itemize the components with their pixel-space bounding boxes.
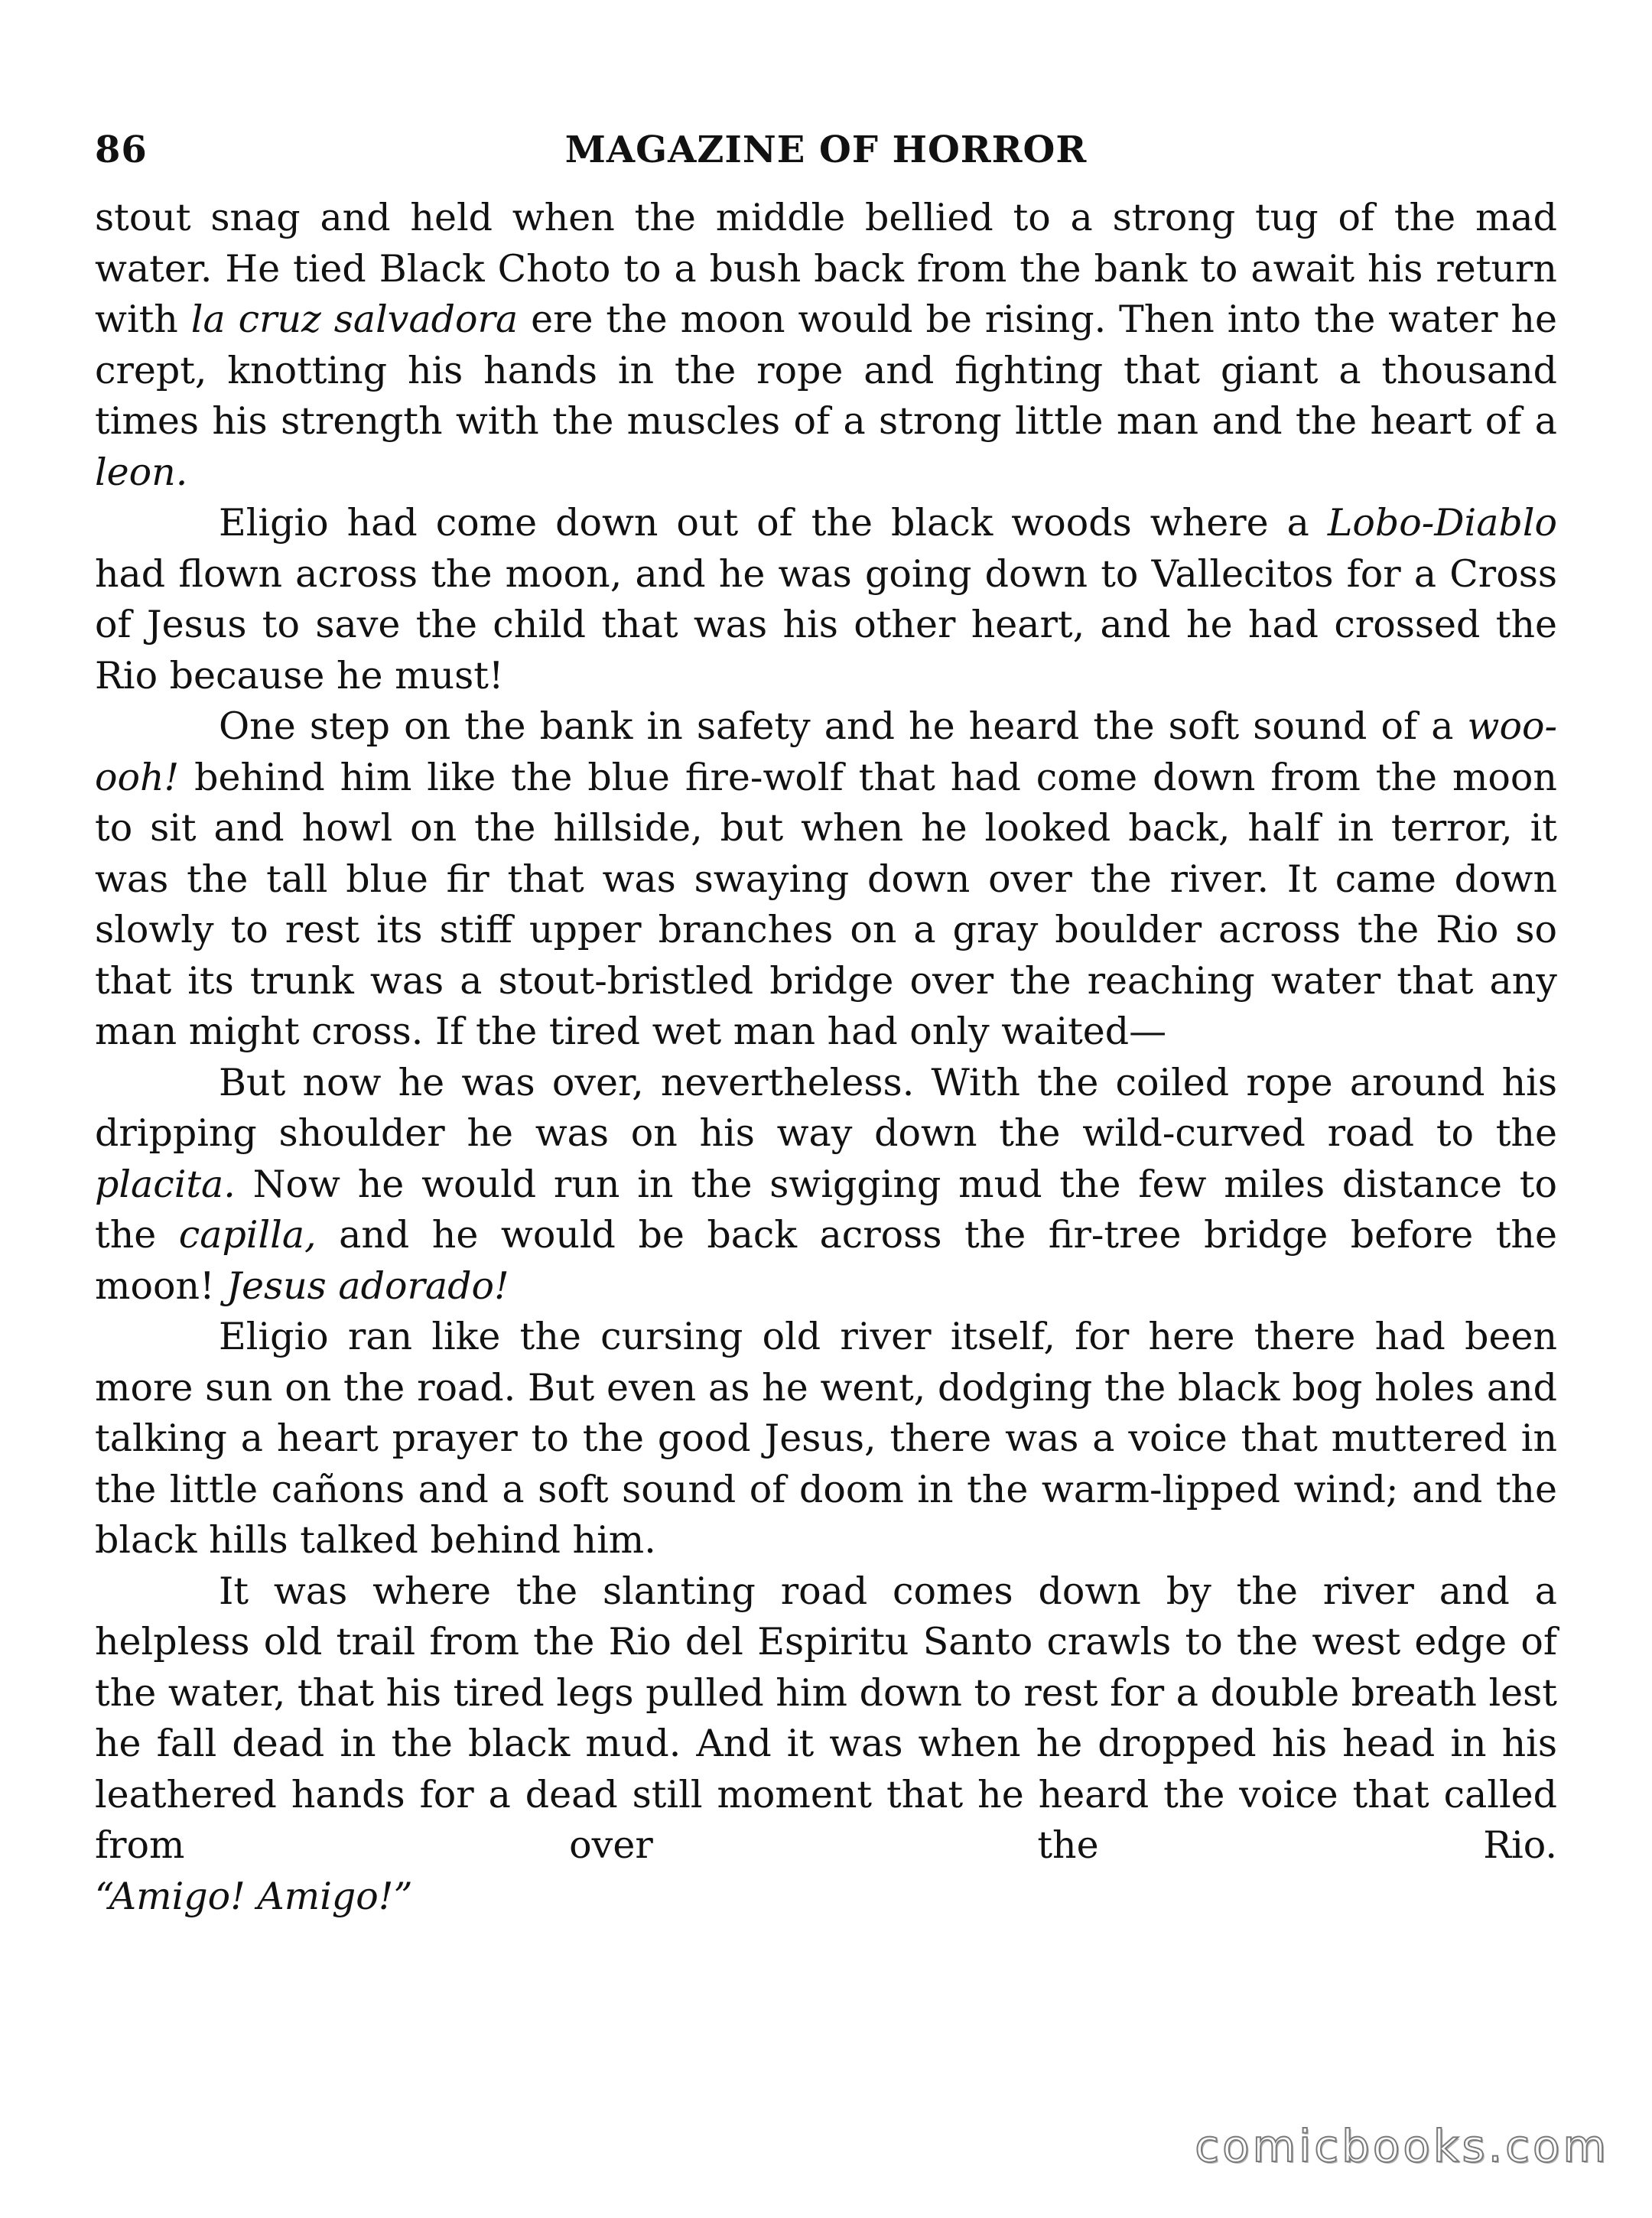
story-text [95,193,1557,1922]
text-segment: ere the moon would be rising. Then into the water he crept, knotting his hands in the rope and fighting that giant a thousand times his strength with the muscles of a strong little man and the heart of a [95,298,1557,443]
text-segment: But now he was over, nevertheless. With the coiled rope around his dripping shoulder he was on his way down the wild-curved road to the [95,1060,1557,1155]
text-segment: stout snag and held when the middle bellied to a strong tug of the mad water. He tied Black Choto to a bush back from the bank to await his return with [95,196,1557,341]
italic-phrase: capilla, [178,1213,317,1257]
text-segment: and he would be back across the fir-tree bridge before the moon! [95,1213,1557,1308]
text-segment: One step on the bank in safety and he heard the soft sound of a [219,704,1468,748]
text-segment: It was where the slanting road comes down by the river and a helpless old trail from the Rio del Espiritu Santo crawls to the west edge of the water, that his tired legs pulled him down to rest for a double breath lest he fall dead in the black mud. And it was when he dropped his head in his leathered hands for a dead still moment that he heard the voice that called from over the Rio. [95,1569,1557,1867]
paragraph-2 [95,498,1557,701]
text-segment: Eligio had come down out of the black woods where a [219,501,1328,545]
text-segment: Eligio ran like the cursing old river itself, for here there had been more sun on the road. But even as he went, dodging the black bog holes and talking a heart prayer to the good Jesus, there was a voice that muttered in the little cañons and a soft sound of doom in the warm-lipped wind; and the black hills talked behind him. [95,1315,1557,1562]
paragraph-4 [95,1058,1557,1312]
italic-phrase: woo-ooh! [95,704,1557,799]
paragraph-1 [95,193,1557,498]
page-number: 86 [95,128,148,171]
text-segment: had flown across the moon, and he was going down to Vallecitos for a Cross of Jesus to save the child that was his other heart, and he had crossed the Rio because he must! [95,551,1557,698]
paragraph-6 [95,1566,1557,1872]
running-head [95,128,1557,182]
italic-phrase: la cruz salvadora [190,298,519,341]
italic-phrase: leon. [95,450,188,494]
paragraph-3 [95,701,1557,1058]
italic-phrase: Jesus adorado! [226,1263,509,1308]
paragraph-5 [95,1312,1557,1566]
italic-phrase: Lobo-Diablo [1327,501,1557,545]
italic-phrase: placita. [95,1162,236,1206]
closing-dialogue: “Amigo! Amigo!” [95,1874,413,1918]
book-page [95,128,1557,1922]
watermark-logo: comicbooks.com [1195,2120,1609,2172]
text-segment: behind him like the blue fire-wolf that had come down from the moon to sit and howl on the hillside, but when he looked back, half in terror, it was the tall blue fir that was swaying down over the river. It came down slowly to rest its stiff upper branches on a gray boulder across the Rio so that its trunk was a stout-bristled bridge over the reaching water that any man might cross. If the tired wet man had only waited— [95,755,1557,1053]
text-segment: Now he would run in the swigging mud the few miles distance to the [95,1162,1557,1257]
magazine-title: MAGAZINE OF HORROR [564,128,1088,171]
